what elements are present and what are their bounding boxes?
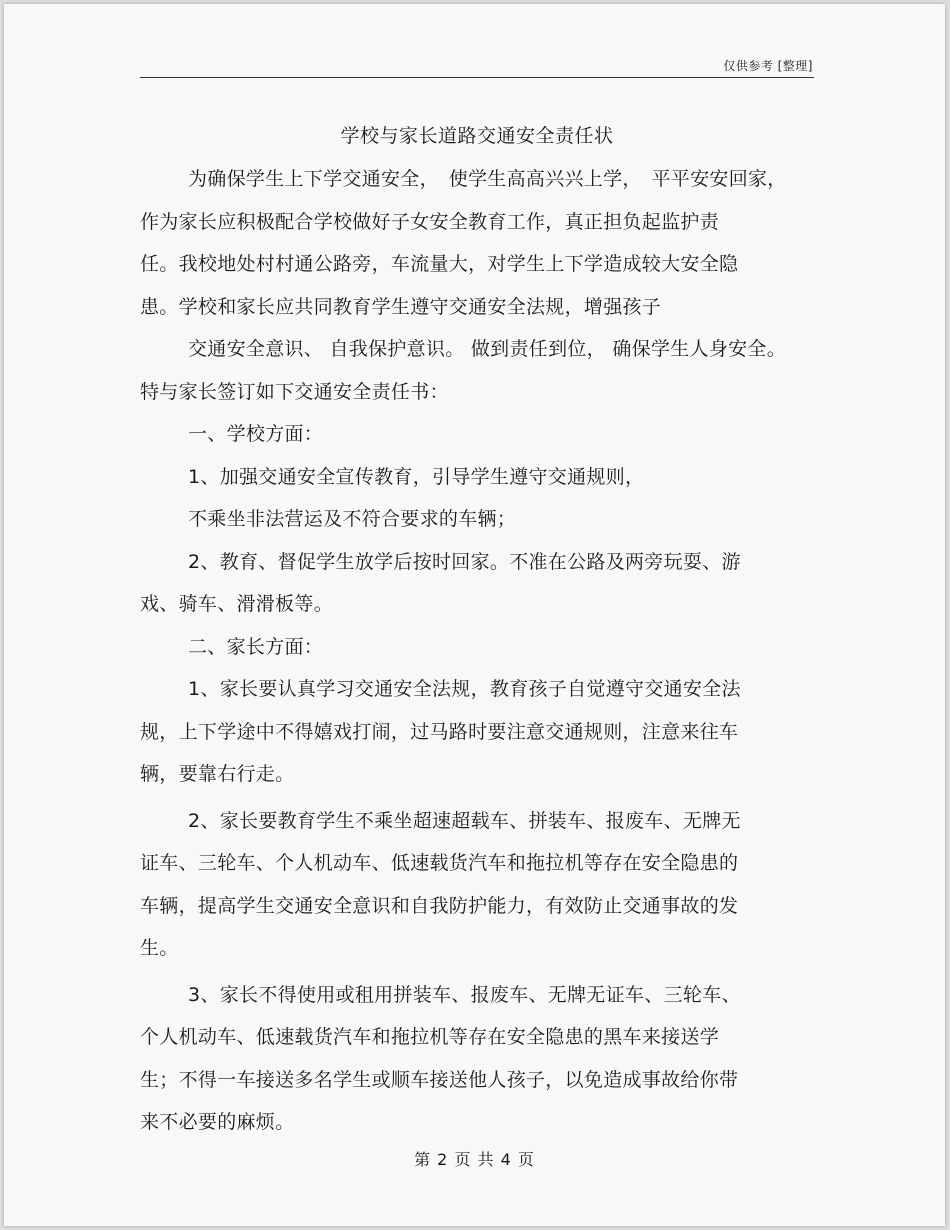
paragraph-line: 规，上下学途中不得嬉戏打闹，过马路时要注意交通规则，注意来往车 xyxy=(140,720,739,743)
paragraph-line: 辆，要靠右行走。 xyxy=(140,763,295,785)
paragraph-line: 作为家长应积极配合学校做好子女安全教育工作，真正担负起监护责 xyxy=(140,210,720,233)
paragraph-line: 来不必要的麻烦。 xyxy=(140,1111,295,1133)
paragraph-line: 生；不得一车接送多名学生或顺车接送他人孩子，以免造成事故给你带 xyxy=(140,1068,739,1091)
paragraph-line: 1、家长要认真学习交通安全法规，教育孩子自觉遵守交通安全法 xyxy=(188,678,741,700)
section-heading-school: 一、学校方面： xyxy=(188,423,324,445)
header-note: 仅供参考 [整理] xyxy=(723,59,813,73)
paragraph-line: 2、教育、督促学生放学后按时回家。不准在公路及两旁玩耍、游 xyxy=(188,550,741,573)
header-divider xyxy=(140,77,814,78)
section-heading-parents: 二、家长方面： xyxy=(188,635,324,658)
paragraph-line: 2、家长要教育学生不乘坐超速超载车、拼装车、报废车、无牌无 xyxy=(188,809,741,832)
paragraph-line: 为确保学生上下学交通安全， 使学生高高兴兴上学， 平平安安回家， xyxy=(188,168,787,190)
paragraph-line: 戏、骑车、滑滑板等。 xyxy=(140,593,334,615)
paragraph-line: 车辆，提高学生交通安全意识和自我防护能力，有效防止交通事故的发 xyxy=(140,894,739,917)
paragraph-line: 任。我校地处村村通公路旁，车流量大，对学生上下学造成较大安全隐 xyxy=(140,253,739,275)
paragraph-line: 证车、三轮车、个人机动车、低速载货汽车和拖拉机等存在安全隐患的 xyxy=(140,852,739,874)
document-body xyxy=(140,158,820,1144)
paragraph-line: 特与家长签订如下交通安全责任书： xyxy=(140,380,449,403)
paragraph-line: 1、加强交通安全宣传教育，引导学生遵守交通规则， xyxy=(188,465,645,488)
paragraph-line: 3、家长不得使用或租用拼装车、报废车、无牌无证车、三轮车、 xyxy=(188,983,741,1006)
page-number: 第 2 页 共 4 页 xyxy=(414,1150,535,1169)
paragraph-line: 不乘坐非法营运及不符合要求的车辆； xyxy=(188,508,517,530)
paragraph-line: 患。学校和家长应共同教育学生遵守交通安全法规，增强孩子 xyxy=(140,295,662,318)
paragraph-line: 交通安全意识、 自我保护意识。 做到责任到位， 确保学生人身安全。 xyxy=(188,338,787,360)
paragraph-line: 个人机动车、低速载货汽车和拖拉机等存在安全隐患的黑车来接送学 xyxy=(140,1026,720,1048)
document-page xyxy=(4,4,945,1226)
paragraph-line: 生。 xyxy=(140,937,179,959)
document-title: 学校与家长道路交通安全责任状 xyxy=(340,125,614,147)
